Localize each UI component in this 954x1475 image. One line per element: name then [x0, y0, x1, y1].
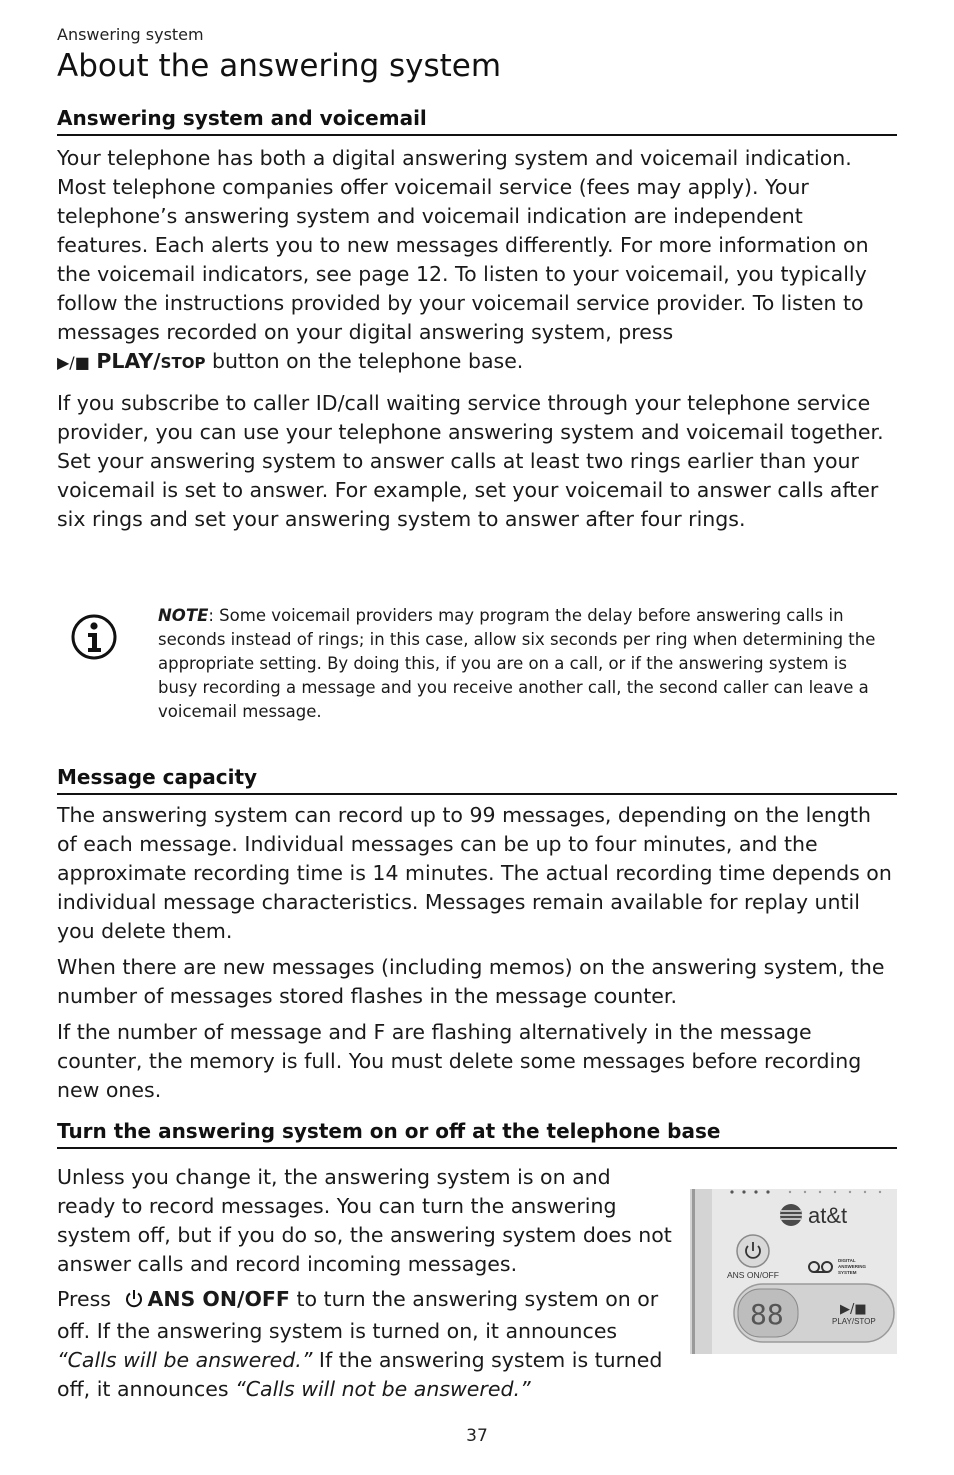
- message-counter: 88: [750, 1298, 784, 1331]
- section-heading-voicemail: Answering system and voicemail: [57, 106, 897, 136]
- brand-text: at&t: [808, 1203, 848, 1228]
- voicemail-paragraph-2: If you subscribe to caller ID/call waiting service through your telephone service provider, you can use your telephone answering system and voicemail together. Set your answering system to answer calls at least two rings earlier than your voicemail is set to answer. For example, set your voicemail to answer calls after six rings and set your answering system to answer after four rings.: [57, 391, 884, 531]
- section-heading-onoff: Turn the answering system on or off at the telephone base: [57, 1119, 897, 1149]
- capacity-paragraph-2: When there are new messages (including memos) on the answering system, the number of messages stored flashes in the message counter.: [57, 955, 885, 1008]
- page-title: About the answering system: [57, 48, 502, 84]
- svg-text:ANS ON/OFF: ANS ON/OFF: [727, 1270, 779, 1280]
- quote-calls-answered: “Calls will be answered.”: [57, 1348, 313, 1372]
- play-stop-button-icon: ▶/■: [840, 1302, 867, 1317]
- svg-text:ANSWERING: ANSWERING: [838, 1264, 866, 1269]
- voicemail-paragraph-1: [57, 144, 897, 378]
- info-icon: [71, 614, 117, 660]
- section-heading-capacity: Message capacity: [57, 765, 897, 795]
- page-number: 37: [466, 1426, 488, 1446]
- telephone-base-photo: [690, 1189, 897, 1354]
- svg-text:DIGITAL: DIGITAL: [838, 1258, 856, 1263]
- onoff-paragraph-2: Press ANS ON/OFF to turn the answering system on or off. If the answering system is turned on, it announces “Calls will be answered.” If the answering system is turned off, it announces “Calls will not be answered.”: [57, 1287, 663, 1401]
- att-logo-icon: [780, 1204, 802, 1226]
- onoff-paragraph-1: Unless you change it, the answering system is on and ready to record messages. You can turn the answering system off, but if you do so, the answering system does not answer calls and record incoming messages.: [57, 1165, 672, 1276]
- play-stop-icon: ▶/■: [57, 353, 90, 372]
- capacity-paragraph-1: The answering system can record up to 99 messages, depending on the length of each message. Individual messages can be up to four minutes, and the approximate recording time is 14 minutes. The actual recording time depends on individual message characteristics. Messages remain available for replay until you delete them.: [57, 803, 892, 943]
- note-label: NOTE: [158, 606, 209, 625]
- svg-text:SYSTEM: SYSTEM: [838, 1270, 857, 1275]
- play-stop-label: PLAY/STOP: [96, 349, 206, 373]
- ans-on-off-label: ANS ON/OFF: [147, 1287, 290, 1311]
- note-text: [158, 604, 886, 724]
- voicemail-paragraph-1-tail: button on the telephone base.: [205, 349, 524, 373]
- voicemail-paragraph-1-text: Your telephone has both a digital answering system and voicemail indication. Most telephone companies offer voicemail service (fees may apply). Your telephone’s answering system and voicemail indication are independent features. Each alerts you to new messages differently. For more information on the voicemail indicators, see page 12. To listen to your voicemail, you typically follow the instructions provided by your voicemail service provider. To listen to messages recorded on your digital answering system, press: [57, 146, 869, 344]
- power-icon: [125, 1288, 143, 1317]
- quote-calls-not-answered: “Calls will not be answered.”: [235, 1377, 531, 1401]
- breadcrumb: Answering system: [57, 25, 204, 44]
- note-body: : Some voicemail providers may program the delay before answering calls in seconds instead of rings; in this case, allow six seconds per ring when determining the appropriate setting. By doing this, if you are on a call, or if the answering system is busy recording a message and you receive another call, the second caller can leave a voicemail message.: [158, 606, 876, 721]
- note-block: [57, 604, 897, 734]
- capacity-paragraph-3: If the number of message and F are flashing alternatively in the message counter, the memory is full. You must delete some messages before recording new ones.: [57, 1020, 862, 1102]
- svg-text:PLAY/STOP: PLAY/STOP: [832, 1317, 876, 1326]
